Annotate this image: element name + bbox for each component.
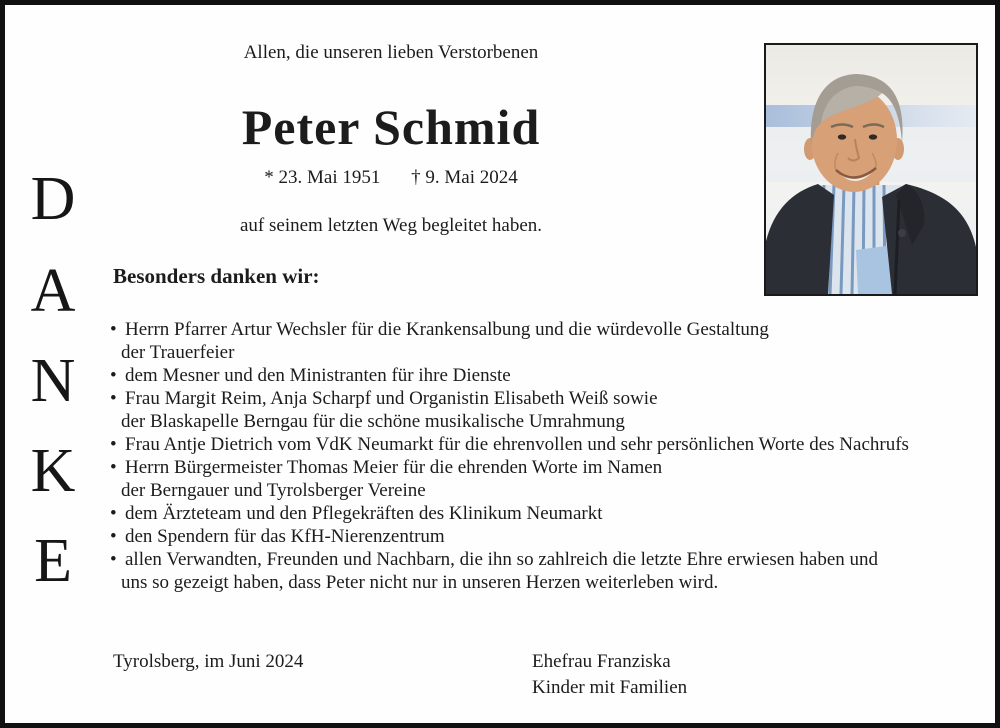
thanks-item [110,525,909,548]
header-block [5,5,777,255]
thanks-item [110,318,909,364]
thanks-item-line: • dem Mesner und den Ministranten für ihre Dienste [110,365,511,386]
thanks-item-line: • Frau Margit Reim, Anja Scharpf und Organistin Elisabeth Weiß sowie [110,388,658,409]
danke-letter-d: D [30,165,76,233]
thanks-item-continuation: der Berngauer und Tyrolsberger Vereine [121,480,426,501]
intro-line: Allen, die unseren lieben Verstorbenen [243,42,539,63]
bullet-icon: • [110,503,117,524]
death-date: † 9. Mai 2024 [411,167,518,188]
thanks-item-line: • Herrn Pfarrer Artur Wechsler für die Krankensalbung und die würdevolle Gestaltung [110,319,769,340]
thanks-item [110,548,909,594]
bullet-icon: • [110,319,117,340]
thanks-item [110,456,909,502]
thanks-item-line: • dem Ärzteteam und den Pflegekräften des Klinikum Neumarkt [110,503,603,524]
thanks-item [110,364,909,387]
thanks-item-line: • allen Verwandten, Freunden und Nachbarn, die ihn so zahlreich die letzte Ehre erwiesen haben und [110,549,879,570]
thanks-list [110,318,909,594]
thanks-item-continuation: der Trauerfeier [121,342,235,363]
mourner-children: Kinder mit Familien [532,677,688,698]
thanks-item-line: • Herrn Bürgermeister Thomas Meier für die ehrenden Worte im Namen [110,457,663,478]
life-dates [5,167,777,189]
danke-letter-n: N [30,347,76,415]
thanks-item-line: • den Spendern für das KfH-Nierenzentrum [110,526,445,547]
danke-letter-a: A [30,257,76,325]
bullet-icon: • [110,388,117,409]
mourners [532,649,687,701]
danke-letter-e: E [34,527,72,595]
mourner-wife: Ehefrau Franziska [532,651,671,672]
bullet-icon: • [110,526,117,547]
portrait-photo-art [766,45,976,294]
bullet-icon: • [110,365,117,386]
thanks-item-line: • Frau Antje Dietrich vom VdK Neumarkt für die ehrenvollen und sehr persönlichen Worte des Nachrufs [110,434,909,455]
thanks-item [110,502,909,525]
bullet-icon: • [110,549,117,570]
portrait-photo [764,43,978,296]
bullet-icon: • [110,434,117,455]
danke-letter-k: K [30,437,76,505]
thanks-heading: Besonders danken wir: [113,264,320,288]
birth-date: * 23. Mai 1951 [264,167,381,188]
bullet-icon: • [110,457,117,478]
thanks-item [110,387,909,433]
thanks-item [110,433,909,456]
deceased-name: Peter Schmid [241,99,541,155]
farewell-line: auf seinem letzten Weg begleitet haben. [240,215,542,236]
place-date: Tyrolsberg, im Juni 2024 [113,651,304,672]
thanks-item-continuation: uns so gezeigt haben, dass Peter nicht nur in unseren Herzen weiterleben wird. [121,572,719,593]
thanks-item-continuation: der Blaskapelle Berngau für die schöne musikalische Umrahmung [121,411,625,432]
